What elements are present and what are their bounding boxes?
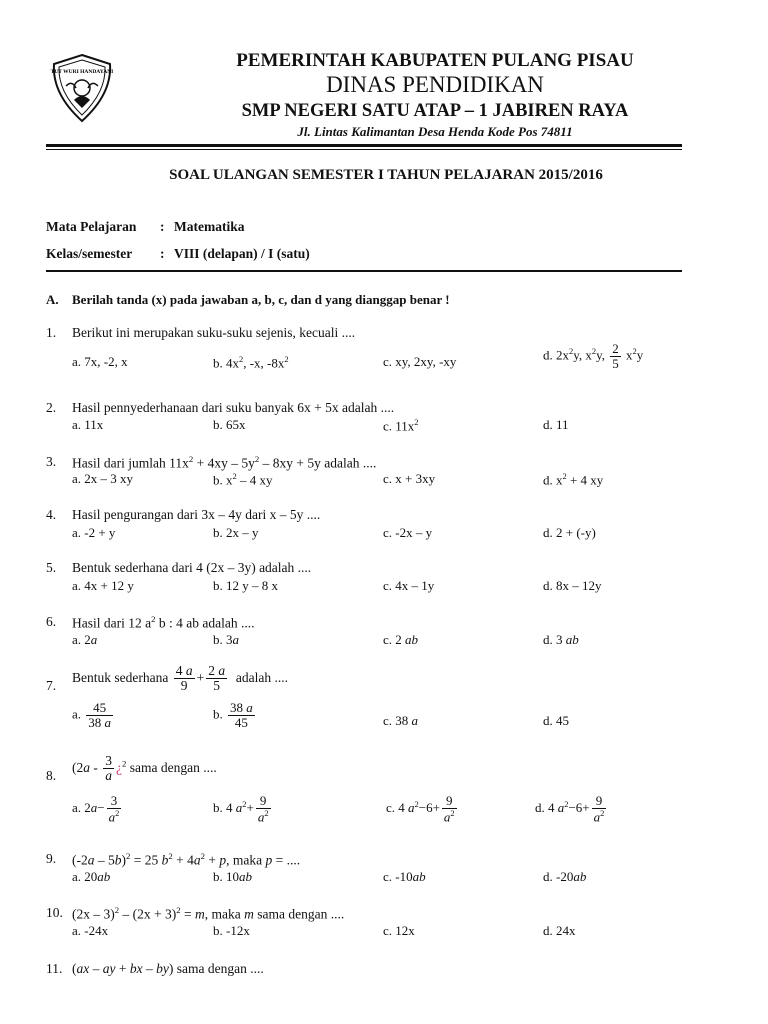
question-text: Bentuk sederhana $\frac{4 a}{9}$ + $\frac{2 a}{5}$ adalah .... bbox=[72, 663, 288, 694]
option-a: a. -24x bbox=[72, 923, 109, 938]
letterhead-department: DINAS PENDIDIKAN bbox=[326, 72, 544, 97]
option-b: b. $x^2 - 4$ xy bbox=[213, 471, 273, 488]
option-b: b. 12 y – 8 x bbox=[213, 578, 278, 593]
letterhead-rule-thick bbox=[46, 144, 682, 147]
exam-title: SOAL ULANGAN SEMESTER I TAHUN PELAJARAN 2015/2016 bbox=[169, 167, 603, 183]
letterhead-rule-thin bbox=[46, 149, 682, 150]
option-c: c. -2x – y bbox=[383, 525, 433, 540]
option-c: c. 4 $a^2-6+$ $\frac{9}{a^2}$ bbox=[386, 793, 455, 824]
option-c: c. $11x^2$ bbox=[383, 417, 419, 434]
question-text: Berikut ini merupakan suku-suku sejenis, kecuali .... bbox=[72, 325, 356, 340]
class-colon: : bbox=[160, 246, 165, 261]
svg-text:TUT WURI HANDAYANI: TUT WURI HANDAYANI bbox=[50, 69, 114, 75]
option-d: d. 4 $a^2-6+$ $\frac{9}{a^2}$ bbox=[535, 793, 605, 824]
question-text: Hasil pengurangan dari 3x – 4y dari x – 5y .... bbox=[72, 507, 321, 522]
option-d: d. 24x bbox=[543, 923, 576, 938]
option-a: a. -2 + y bbox=[72, 525, 116, 540]
question-text: (2a - $\frac{3}{a}$ ¿$^2$ sama dengan .... bbox=[72, 753, 217, 784]
option-b: b. 65x bbox=[213, 417, 246, 432]
class-value: VIII (delapan) / I (satu) bbox=[174, 246, 310, 261]
option-a: a. $\frac{45}{38 a}$ bbox=[72, 700, 112, 730]
section-letter: A. bbox=[46, 292, 59, 307]
option-c: c. 12x bbox=[383, 923, 415, 938]
tut-wuri-handayani-logo bbox=[46, 52, 118, 124]
question-number: 9. bbox=[46, 851, 57, 866]
question-text: (-2a – 5b)$^2$ = 25 $b^2 + 4a^2 + p$, maka p = .... bbox=[72, 851, 301, 868]
section-instruction-text: Berilah tanda (x) pada jawaban a, b, c, dan d yang dianggap benar ! bbox=[72, 292, 450, 307]
option-a: a. 2a bbox=[72, 632, 98, 647]
question-number: 1. bbox=[46, 325, 57, 340]
option-d: d. 11 bbox=[543, 417, 569, 432]
info-rule bbox=[46, 270, 682, 272]
letterhead-address: Jl. Lintas Kalimantan Desa Henda Kode Pos 74811 bbox=[297, 124, 573, 139]
option-a: a. 2a− $\frac{3}{a^2}$ bbox=[72, 793, 120, 824]
section-a-instruction bbox=[46, 292, 450, 308]
option-b: b. $\frac{38 a}{45}$ bbox=[213, 700, 253, 730]
option-d: d. $x^2 + 4$ xy bbox=[543, 471, 604, 488]
letterhead-government: PEMERINTAH KABUPATEN PULANG PISAU bbox=[236, 50, 634, 71]
option-b: b. $4x^2$, -x, $-8x^2$ bbox=[213, 354, 289, 371]
option-c: c. -10ab bbox=[383, 869, 426, 884]
option-b: b. -12x bbox=[213, 923, 250, 938]
option-c: c. 4x – 1y bbox=[383, 578, 435, 593]
question-number: 4. bbox=[46, 507, 57, 522]
question-text: Hasil dari jumlah $11x^2 + 4xy - 5y^2 - 8xy + 5y$ adalah .... bbox=[72, 454, 377, 471]
option-b: b. 3a bbox=[213, 632, 239, 647]
option-b: b. 2x – y bbox=[213, 525, 259, 540]
question-number: 5. bbox=[46, 560, 57, 575]
option-d: d. 3 ab bbox=[543, 632, 579, 647]
option-b: b. 10ab bbox=[213, 869, 252, 884]
option-c: c. 2 ab bbox=[383, 632, 419, 647]
option-b: b. 4 $a^2+$ $\frac{9}{a^2}$ bbox=[213, 793, 269, 824]
question-text: Bentuk sederhana dari 4 (2x – 3y) adalah .... bbox=[72, 560, 312, 575]
question-number: 6. bbox=[46, 614, 57, 629]
option-c: c. xy, 2xy, -xy bbox=[383, 354, 457, 369]
option-a: a. 7x, -2, x bbox=[72, 354, 128, 369]
option-d: d. 2 + (-y) bbox=[543, 525, 596, 540]
question-number: 2. bbox=[46, 400, 57, 415]
question-number: 8. bbox=[46, 768, 57, 783]
subject-label: Mata Pelajaran bbox=[46, 219, 137, 234]
option-d: d. 45 bbox=[543, 713, 569, 728]
class-label: Kelas/semester bbox=[46, 246, 133, 261]
option-d: d. 8x – 12y bbox=[543, 578, 602, 593]
question-number: 7. bbox=[46, 678, 57, 693]
question-text: Hasil dari 12 $a^2$ b : 4 ab adalah .... bbox=[72, 614, 255, 631]
question-text: (ax – ay + bx – by) sama dengan .... bbox=[72, 961, 264, 976]
option-d: d. $2x^2y$, $x^2y$, $\frac{2}{5}$ $x^2y$ bbox=[543, 341, 644, 371]
option-d: d. -20ab bbox=[543, 869, 587, 884]
question-number: 3. bbox=[46, 454, 57, 469]
question-text: Hasil pennyederhanaan dari suku banyak 6x + 5x adalah .... bbox=[72, 400, 395, 415]
question-text: $(2x - 3)^2 - (2x + 3)^2 = m$, maka m sama dengan .... bbox=[72, 905, 345, 922]
option-a: a. 4x + 12 y bbox=[72, 578, 134, 593]
question-number: 10. bbox=[46, 905, 63, 920]
option-a: a. 20ab bbox=[72, 869, 111, 884]
option-a: a. 11x bbox=[72, 417, 104, 432]
question-number: 11. bbox=[46, 961, 63, 976]
option-c: c. 38 a bbox=[383, 713, 419, 728]
subject-value: Matematika bbox=[174, 219, 245, 234]
letterhead-school: SMP NEGERI SATU ATAP – 1 JABIREN RAYA bbox=[241, 101, 629, 121]
subject-colon: : bbox=[160, 219, 165, 234]
option-c: c. x + 3xy bbox=[383, 471, 436, 486]
option-a: a. 2x – 3 xy bbox=[72, 471, 134, 486]
